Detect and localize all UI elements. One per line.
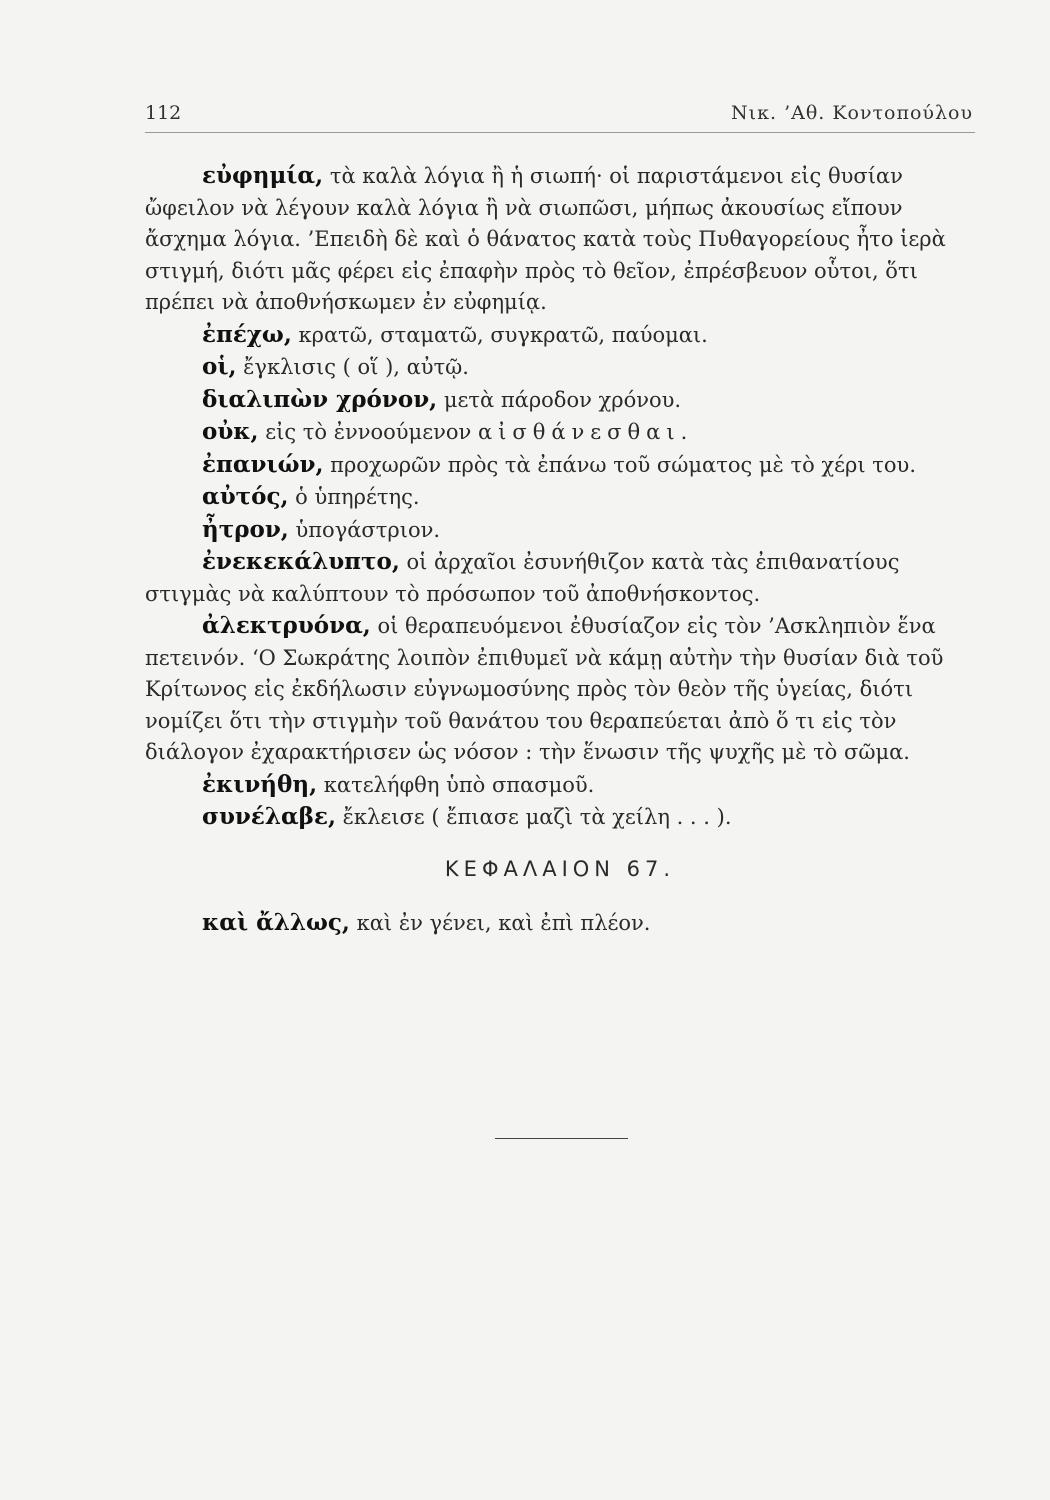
- glossary-entry: [145, 769, 975, 802]
- glossary-entry: [145, 610, 975, 769]
- entry-term: οἱ,: [202, 353, 237, 380]
- entry-definition: ἔγκλισις ( οἵ ), αὐτῷ.: [236, 355, 469, 379]
- entry-definition: κρατῶ, σταματῶ, συγκρατῶ, παύομαι.: [291, 322, 708, 347]
- entry-definition: καὶ ἐν γένει, καὶ ἐπὶ πλέον.: [349, 911, 651, 935]
- entry-term: ἐπέχω,: [202, 320, 292, 348]
- entry-term: διαλιπὼν χρόνον,: [202, 385, 438, 413]
- running-head: Νικ. ’Αθ. Κοντοπούλου: [731, 102, 973, 124]
- end-rule: [495, 1138, 628, 1139]
- page-number: 112: [145, 102, 182, 124]
- page-header: [145, 98, 975, 133]
- glossary-entry: [145, 416, 975, 449]
- entry-term: ἦτρον,: [202, 515, 289, 543]
- entry-term: καὶ ἄλλως,: [202, 909, 350, 936]
- entry-term: εὐφημία,: [202, 162, 324, 189]
- chapter-heading: ΚΕΦΑΛΑΙΟΝ 67.: [444, 856, 676, 881]
- entry-definition: τὰ καλὰ λόγια ἢ ἡ σιωπή· οἱ παριστάμενοι εἰς θυσίαν ὤφειλον νὰ λέγουν καλὰ λόγια ἢ νὰ σιωπῶσι, μήπως ἀκουσίως εἴπουν ἄσχημα λόγια. ’Επειδὴ δὲ καὶ ὁ θάνατος κατὰ τοὺς Πυθαγορείους ἦτο ἱερὰ στιγμή, διότι μᾶς φέρει εἰς ἐπαφὴν πρὸς τὸ θεῖον, ἐπρέσβευον οὗτοι, ὅτι πρέπει νὰ ἀποθνήσκωμεν ἐν εὐφημίᾳ.: [145, 164, 946, 314]
- entry-term: ἐνεκεκάλυπτο,: [202, 548, 400, 575]
- glossary-entry: [145, 481, 975, 514]
- entry-term: συνέλαβε,: [202, 803, 336, 830]
- entry-term: ἐκινήθη,: [202, 770, 318, 798]
- entry-definition: κατελήφθη ὑπὸ σπασμοῦ.: [317, 772, 595, 797]
- glossary-entry: [145, 449, 975, 482]
- glossary-entry: [145, 384, 975, 417]
- entry-term: ἀλεκτρυόνα,: [202, 612, 371, 639]
- glossary-entry: [145, 907, 975, 940]
- glossary-entry: [145, 351, 975, 384]
- entry-definition: οἱ ἀρχαῖοι ἐσυνήθιζον κατὰ τὰς ἐπιθανατίους στιγμὰς νὰ καλύπτουν τὸ πρόσωπον τοῦ ἀποθνήσκοντος.: [145, 550, 900, 606]
- glossary-entry: [145, 160, 975, 319]
- glossary-entry: [145, 801, 975, 834]
- glossary-entry: [145, 546, 975, 610]
- entry-definition: ὑπογάστριον.: [288, 517, 441, 542]
- entry-definition: εἰς τὸ ἐννοούμενον: [258, 420, 478, 444]
- entry-spaced-word: αἰσθάνεσθαι.: [477, 420, 694, 444]
- entry-term: αὐτός,: [202, 483, 289, 510]
- entry-definition: μετὰ πάροδον χρόνου.: [437, 387, 682, 412]
- entry-definition: ἔκλεισε ( ἔπιασε μαζὶ τὰ χείλη . . . ).: [335, 805, 732, 829]
- entry-definition: οἱ θεραπευόμενοι ἐθυσίαζον εἰς τὸν ’Ασκληπιὸν ἕνα πετεινόν. ‘Ο Σωκράτης λοιπὸν ἐπιθυμεῖ νὰ κάμῃ αὐτὴν τὴν θυσίαν διὰ τοῦ Κρίτωνος εἰς ἐκδήλωσιν εὐγνωμοσύνης πρὸς τὸν θεὸν τῆς ὑγείας, διότι νομίζει ὅτι τὴν στιγμὴν τοῦ θανάτου του θεραπεύεται ἀπὸ ὅ τι εἰς τὸν διάλογον ἐχαρακτήρισεν ὡς νόσον : τὴν ἕνωσιν τῆς ψυχῆς μὲ τὸ σῶμα.: [145, 614, 944, 764]
- glossary-entry: [145, 514, 975, 547]
- entry-term: ἐπανιών,: [202, 450, 324, 478]
- glossary-entry: [145, 319, 975, 352]
- entry-term: οὐκ,: [202, 418, 259, 445]
- entry-definition: ὁ ὑπηρέτης.: [288, 485, 420, 509]
- entry-definition: προχωρῶν πρὸς τὰ ἐπάνω τοῦ σώματος μὲ τὸ χέρι του.: [323, 452, 916, 477]
- glossary-text: [145, 160, 975, 940]
